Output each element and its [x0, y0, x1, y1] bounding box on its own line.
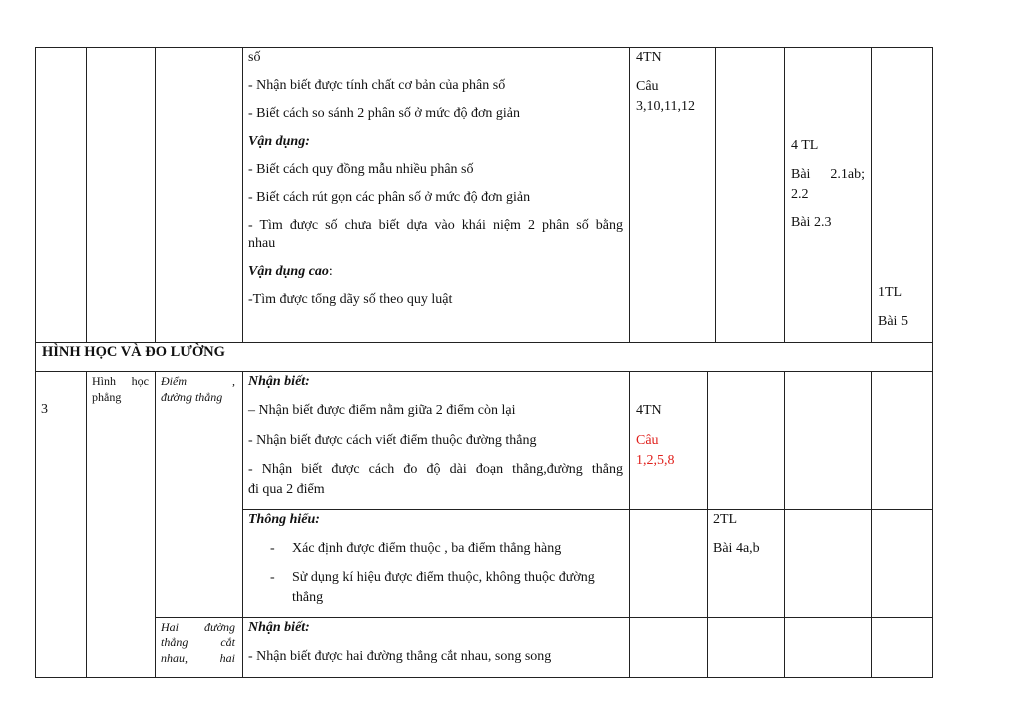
content-line: - Biết cách so sánh 2 phân số ở mức độ đơn giản: [248, 106, 521, 121]
vd-count: 4 TL: [791, 138, 819, 153]
col-line: [35, 371, 36, 678]
heading-nhan-biet: Nhận biết:: [248, 374, 310, 389]
col-line: [707, 371, 708, 678]
table-border-top: [35, 47, 933, 48]
th-bai: Bài 4a,b: [713, 541, 760, 556]
bullet-dash: -: [270, 541, 275, 556]
col-line: [86, 47, 87, 342]
unit2-word: nhau,: [161, 651, 188, 665]
topic-line-2: phẳng: [92, 390, 122, 404]
unit1-line: [161, 373, 235, 389]
th-count: 2TL: [713, 512, 738, 527]
nb3-cau-label: Câu: [636, 433, 659, 448]
col-line: [871, 371, 872, 678]
unit2-line-2: [161, 634, 235, 650]
content-line: số: [248, 50, 261, 65]
col-line: [155, 47, 156, 342]
bullet-dash: -: [270, 570, 275, 585]
topic-line: [92, 373, 149, 389]
bullet-text-cont: thẳng: [292, 590, 324, 605]
row-line: [242, 509, 933, 510]
unit2-word: thẳng: [161, 635, 189, 649]
content-line: - Nhận biết được tính chất cơ bản của phân số: [248, 78, 506, 93]
content-line: - Biết cách rút gọn các phân số ở mức độ đơn giản: [248, 190, 531, 205]
col-line: [932, 47, 933, 342]
unit1-word: Điểm: [161, 374, 187, 388]
col-line: [629, 371, 630, 678]
col-line: [242, 371, 243, 678]
heading-thong-hieu: Thông hiểu:: [248, 512, 320, 527]
vdc-bai: Bài 5: [878, 314, 908, 329]
col-line: [784, 47, 785, 342]
heading-nhan-biet-2: Nhận biết:: [248, 620, 310, 635]
content-line: - Nhận biết được cách viết điểm thuộc đường thẳng: [248, 433, 537, 448]
col-line: [715, 47, 716, 342]
nb3-count: 4TN: [636, 403, 662, 418]
content-line: nhau: [248, 236, 276, 251]
unit2-line-3: [161, 650, 235, 666]
unit2-word: hai: [219, 651, 235, 665]
vd-bai-2-3: Bài 2.3: [791, 215, 832, 230]
unit1-line-2: đường thẳng: [161, 390, 223, 404]
unit2-word: đường: [204, 620, 235, 634]
unit1-word: ,: [232, 374, 235, 388]
bullet-text: Xác định được điểm thuộc , ba điểm thẳng hàng: [292, 541, 562, 556]
section-title: HÌNH HỌC VÀ ĐO LƯỜNG: [42, 344, 225, 360]
bullet-text: Sử dụng kí hiệu được điểm thuộc, không thuộc đường: [292, 570, 595, 585]
unit2-line: [161, 619, 235, 635]
col-line: [932, 342, 933, 372]
vd-bai-line: [791, 165, 865, 185]
col-line: [35, 47, 36, 342]
nb-cau-nums: 3,10,11,12: [636, 99, 695, 114]
col-line: [86, 371, 87, 678]
content-line: - Nhận biết được cách đo độ dài đoạn thẳng,đường thẳng: [248, 462, 623, 477]
content-line: – Nhận biết được điểm nằm giữa 2 điểm còn lại: [248, 403, 516, 418]
content-line: -Tìm được tổng dãy số theo quy luật: [248, 292, 453, 307]
row-stt: 3: [41, 402, 48, 417]
vd-bai-label: Bài: [791, 167, 811, 182]
unit2-word: Hai: [161, 620, 179, 634]
heading-van-dung-cao-text: Vận dụng cao: [248, 264, 329, 279]
content-line: - Nhận biết được hai đường thẳng cắt nhau, song song: [248, 649, 552, 664]
row-line: [35, 371, 933, 372]
col-line: [871, 47, 872, 342]
topic-word: học: [131, 374, 149, 388]
nb-count: 4TN: [636, 50, 662, 65]
content-line: đi qua 2 điểm: [248, 482, 325, 497]
topic-word: Hình: [92, 374, 116, 388]
heading-van-dung: Vận dụng:: [248, 134, 310, 149]
col-line: [35, 342, 36, 372]
col-line: [155, 371, 156, 678]
content-line: - Tìm được số chưa biết dựa vào khái niệm 2 phân số bằng: [248, 218, 623, 233]
vdc-count: 1TL: [878, 285, 903, 300]
heading-van-dung-cao: [248, 262, 333, 282]
col-line: [932, 371, 933, 678]
heading-colon: :: [328, 264, 333, 279]
unit2-word: cắt: [220, 635, 235, 649]
col-line: [784, 371, 785, 678]
table-border-bottom: [35, 677, 933, 678]
content-line: - Biết cách quy đồng mẫu nhiều phân số: [248, 162, 474, 177]
col-line: [242, 47, 243, 342]
vd-bai-nums-2: 2.2: [791, 187, 809, 202]
nb3-cau-nums: 1,2,5,8: [636, 453, 675, 468]
vd-bai-nums: 2.1ab;: [830, 167, 865, 182]
col-line: [629, 47, 630, 342]
nb-cau-label: Câu: [636, 79, 659, 94]
